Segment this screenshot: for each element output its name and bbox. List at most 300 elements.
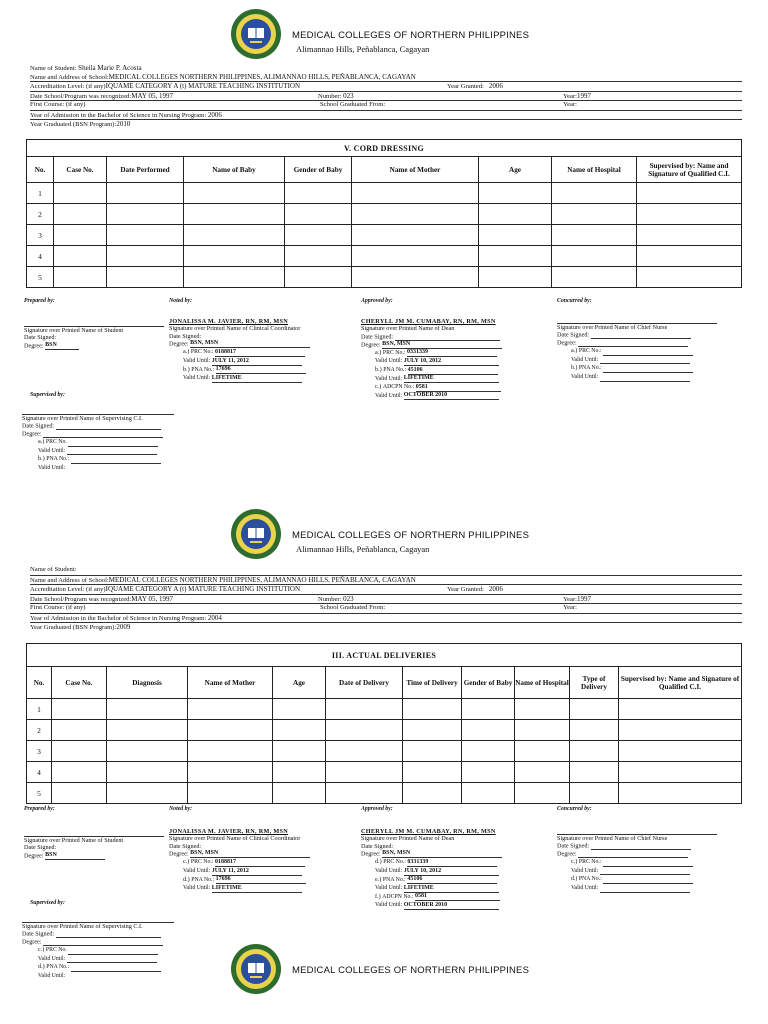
- cell[interactable]: [184, 204, 285, 225]
- noted-label: Noted by:: [169, 298, 193, 304]
- year-label: Year:: [563, 92, 577, 100]
- pna-label: PNA No.:: [46, 456, 70, 463]
- col-date-performed: Date Performed: [107, 157, 184, 183]
- degree-label: Degree:: [361, 850, 381, 858]
- table-caption: V. CORD DRESSING: [27, 140, 742, 157]
- cell[interactable]: [52, 741, 107, 762]
- year-grad-label: Year Graduated (BSN Program):: [30, 624, 117, 631]
- dean-pna-until[interactable]: LIFETIME: [404, 885, 499, 893]
- student-degree[interactable]: BSN: [45, 852, 105, 860]
- cell[interactable]: [619, 783, 742, 804]
- accr-label: Accreditation Level: (if any): [30, 586, 106, 593]
- prc-label: PRC No.:: [190, 859, 214, 866]
- cell[interactable]: [462, 741, 515, 762]
- cell[interactable]: [273, 762, 326, 783]
- school-name: MEDICAL COLLEGES OF NORTHERN PHILIPPINES: [292, 530, 530, 541]
- cell[interactable]: [326, 720, 403, 741]
- cell[interactable]: [285, 267, 352, 288]
- first-course-label: First Course: (if any): [30, 604, 86, 611]
- cell[interactable]: [570, 783, 619, 804]
- item-a: a.): [38, 438, 45, 446]
- year-granted-value[interactable]: 2006: [488, 585, 503, 593]
- cell[interactable]: [285, 246, 352, 267]
- cell[interactable]: [479, 267, 552, 288]
- valid-until-label: Valid Until:: [375, 375, 403, 382]
- cell[interactable]: [479, 246, 552, 267]
- cell[interactable]: [52, 720, 107, 741]
- prc-label: PRC No.:: [578, 859, 602, 866]
- ci-degree-line[interactable]: [43, 430, 163, 438]
- ci-pna-line[interactable]: [71, 456, 161, 464]
- actual-deliveries-table: [26, 643, 742, 804]
- cell[interactable]: [273, 783, 326, 804]
- approved-label: Approved by:: [361, 298, 393, 304]
- cell[interactable]: [107, 699, 188, 720]
- cell[interactable]: [352, 267, 479, 288]
- cell[interactable]: [107, 762, 188, 783]
- cell[interactable]: [403, 783, 462, 804]
- cell[interactable]: [515, 741, 570, 762]
- chief-date-line[interactable]: [591, 331, 691, 339]
- school-seal-icon: [230, 943, 282, 995]
- pna-label: PNA No.:: [191, 876, 215, 883]
- page-header-3: [230, 943, 590, 993]
- dean-name: CHERYLL JM M. CUMABAY, RN, RM, MSN: [361, 317, 496, 325]
- degree-label: Degree:: [169, 850, 189, 858]
- student-info-1: [30, 64, 742, 129]
- coord-degree[interactable]: BSN, MSN: [190, 850, 310, 858]
- cell[interactable]: [107, 783, 188, 804]
- col-name-of-hospital: Name of Hospital: [515, 667, 570, 699]
- chief-date-line[interactable]: [591, 842, 691, 850]
- chief-prc-until-line[interactable]: [600, 356, 690, 364]
- cell[interactable]: [619, 720, 742, 741]
- cell[interactable]: [188, 699, 273, 720]
- valid-until-label: Valid Until:: [38, 972, 66, 979]
- concurred-by-1: [557, 298, 717, 382]
- ci-date-line[interactable]: [56, 930, 161, 938]
- row-number: 3: [27, 741, 52, 762]
- cell[interactable]: [184, 246, 285, 267]
- ci-pna-line[interactable]: [71, 964, 161, 972]
- cell[interactable]: [552, 183, 637, 204]
- school-label: Name and Address of School:: [30, 576, 109, 584]
- supervised-label: Supervised by:: [30, 392, 65, 398]
- noted-by-2: [169, 806, 329, 893]
- cell[interactable]: [107, 183, 184, 204]
- adcpn-label: ADCPN No.:: [382, 384, 415, 391]
- cell[interactable]: [188, 720, 273, 741]
- student-info-2: [30, 566, 742, 632]
- year-granted-label: Year Granted:: [447, 83, 484, 90]
- prc-label: PRC No.: [45, 439, 67, 446]
- valid-until-label: Valid Until:: [38, 447, 66, 454]
- chief-caption: Signature over Printed Name of Chief Nurse: [557, 323, 717, 332]
- student-name[interactable]: Sheila Marie P. Acosta: [78, 64, 142, 72]
- date-signed-label: Date Signed:: [22, 422, 55, 430]
- year-grad-value[interactable]: 2009: [116, 623, 131, 631]
- cell[interactable]: [107, 246, 184, 267]
- coord-degree[interactable]: BSN, MSN: [190, 340, 310, 348]
- cell[interactable]: [107, 741, 188, 762]
- cell[interactable]: [184, 225, 285, 246]
- col-name-of-baby: Name of Baby: [184, 157, 285, 183]
- cell[interactable]: [285, 204, 352, 225]
- col-age: Age: [273, 667, 326, 699]
- cell[interactable]: [188, 741, 273, 762]
- dean-degree[interactable]: BSN, MSN: [382, 341, 502, 349]
- cell[interactable]: [462, 783, 515, 804]
- dean-adcpn[interactable]: 0581: [416, 384, 501, 392]
- ci-caption: Signature over Printed Name of Supervising C.I.: [22, 414, 174, 423]
- cell[interactable]: [52, 699, 107, 720]
- cell[interactable]: [107, 204, 184, 225]
- table-row: [27, 246, 742, 267]
- cell[interactable]: [403, 720, 462, 741]
- date-signed-label: Date Signed:: [22, 930, 55, 938]
- cell[interactable]: [552, 246, 637, 267]
- year-granted-value[interactable]: 2006: [488, 82, 503, 90]
- dean-pna[interactable]: 45106: [408, 367, 498, 375]
- supervised-by-1: [24, 392, 174, 473]
- school-value[interactable]: MEDICAL COLLEGES NORTHERN PHILIPPINES, ALIMANNAO HILLS, PEÑABLANCA, CAGAYAN: [108, 575, 416, 584]
- cell[interactable]: [515, 783, 570, 804]
- number-value[interactable]: 023: [343, 91, 354, 100]
- chief-caption: Signature over Printed Name of Chief Nurse: [557, 834, 717, 843]
- prc-label: PRC No.: [45, 947, 67, 954]
- prepared-by-2: [24, 806, 164, 860]
- row-number: 2: [27, 204, 54, 225]
- cell[interactable]: [462, 699, 515, 720]
- row-number: 5: [27, 267, 54, 288]
- ci-date-line[interactable]: [56, 422, 161, 430]
- dean-caption: Signature over Printed Name of Dean: [361, 835, 455, 843]
- degree-label: Degree:: [24, 852, 44, 860]
- col-name-of-mother: Name of Mother: [352, 157, 479, 183]
- col-no: No.: [27, 667, 52, 699]
- date-signed-label: Date Signed:: [24, 334, 57, 342]
- date-recog-label: Date School/Program was recognized:: [30, 595, 132, 603]
- cell[interactable]: [462, 762, 515, 783]
- item-d: d.): [375, 858, 382, 866]
- cell[interactable]: [352, 204, 479, 225]
- table-row: [27, 183, 742, 204]
- dean-degree[interactable]: BSN, MSN: [382, 850, 502, 858]
- year-adm-value[interactable]: 2006: [207, 110, 222, 119]
- item-d: d.): [183, 875, 190, 883]
- item-b: b.): [183, 365, 190, 373]
- chief-pna-line[interactable]: [603, 365, 693, 373]
- student-caption: Signature over Printed Name of Student: [24, 326, 164, 335]
- coord-pna-until[interactable]: LIFETIME: [212, 885, 302, 893]
- col-supervised-by: Supervised by: Name and Signature of Qualified C.I.: [637, 157, 742, 183]
- coord-prc-until[interactable]: JULY 11, 2012: [212, 358, 302, 366]
- item-e: e.): [375, 875, 382, 883]
- date-signed-label: Date Signed:: [361, 842, 394, 850]
- student-degree[interactable]: BSN: [45, 342, 79, 350]
- dean-prc[interactable]: 0331339: [407, 859, 497, 867]
- coord-pna-until[interactable]: LIFETIME: [212, 375, 302, 383]
- cell[interactable]: [515, 699, 570, 720]
- approved-by-1: [361, 298, 531, 400]
- cell[interactable]: [570, 762, 619, 783]
- dean-adcpn-until[interactable]: OCTOBER 2010: [404, 902, 499, 910]
- pna-label: PNA No.:: [191, 366, 215, 373]
- cord-dressing-table: [26, 139, 742, 288]
- year-adm-value[interactable]: 2004: [207, 613, 222, 622]
- item-d: d.): [571, 876, 578, 883]
- valid-until-label: Valid Until:: [375, 867, 403, 874]
- coord-caption: Signature over Printed Name of Clinical Coordinator: [169, 835, 301, 843]
- year-value[interactable]: 1997: [576, 594, 591, 603]
- concurred-label: Concurred by:: [557, 806, 592, 812]
- accr-value[interactable]: IQUAME CATEGORY A (t) MATURE TEACHING INSTITUTION: [105, 585, 301, 593]
- noted-label: Noted by:: [169, 806, 193, 812]
- date-recog-value[interactable]: MAY 05, 1997: [131, 91, 173, 100]
- approved-by-2: [361, 806, 531, 910]
- table-caption: III. ACTUAL DELIVERIES: [27, 644, 742, 667]
- dean-prc-until[interactable]: JULY 10, 2012: [404, 358, 499, 366]
- col-diagnosis: Diagnosis: [107, 667, 188, 699]
- accr-value[interactable]: IQUAME CATEGORY A (t) MATURE TEACHING INSTITUTION: [105, 82, 301, 90]
- cell[interactable]: [637, 246, 742, 267]
- cell[interactable]: [273, 699, 326, 720]
- dean-pna[interactable]: 45106: [407, 876, 497, 884]
- chief-degree-line[interactable]: [578, 850, 688, 858]
- valid-until-label: Valid Until:: [38, 955, 66, 962]
- cell[interactable]: [462, 720, 515, 741]
- table-row: [27, 720, 742, 741]
- chief-pna-line[interactable]: [603, 876, 693, 884]
- year2-label: Year:: [563, 604, 577, 611]
- item-a: a.): [183, 348, 190, 356]
- cell[interactable]: [637, 183, 742, 204]
- cell[interactable]: [479, 183, 552, 204]
- cell[interactable]: [403, 741, 462, 762]
- year-granted-label: Year Granted:: [447, 586, 484, 593]
- dean-prc[interactable]: 0331339: [407, 349, 497, 357]
- school-label: Name and Address of School:: [30, 73, 109, 81]
- school-seal-icon: [230, 508, 282, 560]
- accr-label: Accreditation Level: (if any): [30, 83, 106, 90]
- chief-pna-until-line[interactable]: [600, 374, 690, 382]
- ci-prc-line[interactable]: [68, 439, 158, 447]
- chief-pna-until-line[interactable]: [600, 885, 690, 893]
- cell[interactable]: [352, 183, 479, 204]
- ci-degree-line[interactable]: [43, 938, 163, 946]
- cell[interactable]: [326, 783, 403, 804]
- item-a: a.): [571, 347, 578, 355]
- dean-prc-until[interactable]: JULY 10, 2012: [404, 868, 499, 876]
- row-number: 5: [27, 783, 52, 804]
- prepared-by-1: [24, 298, 164, 350]
- cell[interactable]: [570, 720, 619, 741]
- student-caption: Signature over Printed Name of Student: [24, 836, 164, 845]
- cell[interactable]: [107, 225, 184, 246]
- number-value[interactable]: 023: [343, 594, 354, 603]
- cell[interactable]: [54, 267, 107, 288]
- degree-label: Degree:: [22, 430, 42, 438]
- cell[interactable]: [403, 699, 462, 720]
- coord-pna[interactable]: 17696: [216, 876, 306, 884]
- cell[interactable]: [515, 720, 570, 741]
- col-case-no: Case No.: [52, 667, 107, 699]
- cell[interactable]: [188, 762, 273, 783]
- ci-prc-until-line[interactable]: [67, 447, 157, 455]
- cell[interactable]: [52, 783, 107, 804]
- date-signed-label: Date Signed:: [169, 842, 202, 850]
- date-signed-label: Date Signed:: [24, 844, 57, 852]
- valid-until-label: Valid Until:: [571, 867, 599, 874]
- col-name-of-mother: Name of Mother: [188, 667, 273, 699]
- cell[interactable]: [552, 204, 637, 225]
- cell[interactable]: [403, 762, 462, 783]
- cell[interactable]: [273, 720, 326, 741]
- cell[interactable]: [619, 699, 742, 720]
- prc-label: PRC No.:: [190, 349, 214, 356]
- cell[interactable]: [326, 762, 403, 783]
- coord-caption: Signature over Printed Name of Clinical Coordinator: [169, 325, 301, 333]
- pna-label: PNA No.:: [382, 876, 406, 883]
- cell[interactable]: [637, 204, 742, 225]
- year-grad-label: Year Graduated (BSN Program):: [30, 121, 117, 128]
- cell[interactable]: [54, 225, 107, 246]
- coord-prc-until[interactable]: JULY 11, 2012: [212, 868, 302, 876]
- cell[interactable]: [570, 741, 619, 762]
- cell[interactable]: [552, 225, 637, 246]
- coord-name: JONALISSA M. JAVIER, RN, RM, MSN: [169, 317, 288, 325]
- school-address: Alimannao Hills, Peñablanca, Cagayan: [296, 44, 430, 54]
- student-label: Name of Student:: [30, 566, 77, 573]
- chief-prc-line[interactable]: [603, 859, 693, 867]
- cell[interactable]: [54, 183, 107, 204]
- school-address: Alimannao Hills, Peñablanca, Cagayan: [296, 544, 430, 554]
- dean-pna-until[interactable]: LIFETIME: [404, 375, 499, 383]
- cell[interactable]: [619, 741, 742, 762]
- cell[interactable]: [479, 204, 552, 225]
- valid-until-label: Valid Until:: [183, 885, 211, 892]
- cell[interactable]: [515, 762, 570, 783]
- pna-label: PNA No.:: [578, 876, 602, 883]
- degree-label: Degree:: [169, 340, 189, 348]
- cell[interactable]: [479, 225, 552, 246]
- cell[interactable]: [326, 741, 403, 762]
- cell[interactable]: [107, 267, 184, 288]
- cell[interactable]: [285, 183, 352, 204]
- cell[interactable]: [184, 267, 285, 288]
- prc-label: PRC No.:: [383, 859, 406, 866]
- coord-prc[interactable]: 0188817: [215, 349, 305, 357]
- cell[interactable]: [619, 762, 742, 783]
- chief-prc-until-line[interactable]: [600, 867, 690, 875]
- table-row: [27, 225, 742, 246]
- cell[interactable]: [107, 720, 188, 741]
- cell[interactable]: [285, 225, 352, 246]
- dean-date-line[interactable]: [395, 333, 500, 341]
- year-value[interactable]: 1997: [576, 91, 591, 100]
- col-supervised-by: Supervised by: Name and Signature of Qualified C.I.: [619, 667, 742, 699]
- table-row: [27, 699, 742, 720]
- student-label: Name of Student:: [30, 65, 77, 72]
- pna-label: PNA No.:: [578, 365, 602, 372]
- cell[interactable]: [54, 246, 107, 267]
- cell[interactable]: [570, 699, 619, 720]
- coord-prc[interactable]: 0188817: [215, 859, 305, 867]
- coord-name: JONALISSA M. JAVIER, RN, RM, MSN: [169, 827, 288, 835]
- cell[interactable]: [352, 225, 479, 246]
- valid-until-label: Valid Until:: [375, 358, 403, 365]
- table-row: [27, 762, 742, 783]
- item-c: c.): [571, 858, 578, 866]
- ci-caption: Signature over Printed Name of Supervising C.I.: [22, 922, 174, 931]
- row-number: 1: [27, 183, 54, 204]
- coord-pna[interactable]: 17696: [216, 366, 306, 374]
- cell[interactable]: [326, 699, 403, 720]
- ci-prc-until-line[interactable]: [67, 955, 157, 963]
- year-grad-value[interactable]: 2010: [116, 120, 131, 128]
- year-adm-label: Year of Admission in the Bachelor of Science in Nursing Program:: [30, 614, 207, 622]
- school-name: MEDICAL COLLEGES OF NORTHERN PHILIPPINES: [292, 30, 530, 41]
- approved-label: Approved by:: [361, 806, 393, 812]
- school-grad-label: School Graduated From:: [320, 604, 386, 611]
- dean-caption: Signature over Printed Name of Dean: [361, 325, 455, 333]
- item-c: c.): [183, 858, 190, 866]
- cell[interactable]: [352, 246, 479, 267]
- date-signed-label: Date Signed:: [169, 332, 202, 340]
- dean-adcpn[interactable]: 0581: [415, 893, 500, 901]
- cell[interactable]: [637, 267, 742, 288]
- cell[interactable]: [184, 183, 285, 204]
- degree-label: Degree:: [24, 342, 44, 350]
- cell[interactable]: [54, 204, 107, 225]
- prepared-label: Prepared by:: [24, 298, 55, 304]
- cell[interactable]: [552, 267, 637, 288]
- concurred-label: Concurred by:: [557, 298, 592, 304]
- valid-until-label: Valid Until:: [375, 902, 403, 909]
- concurred-by-2: [557, 806, 717, 893]
- prc-label: PRC No.:: [382, 349, 406, 356]
- table-row: [27, 783, 742, 804]
- school-value[interactable]: MEDICAL COLLEGES NORTHERN PHILIPPINES, ALIMANNAO HILLS, PEÑABLANCA, CAGAYAN: [108, 72, 416, 81]
- cell[interactable]: [52, 762, 107, 783]
- row-number: 1: [27, 699, 52, 720]
- dean-adcpn-until[interactable]: OCTOBER 2010: [404, 392, 499, 400]
- chief-degree-line[interactable]: [578, 339, 688, 347]
- date-recog-value[interactable]: MAY 05, 1997: [131, 594, 173, 603]
- col-name-of-hospital: Name of Hospital: [552, 157, 637, 183]
- valid-until-label: Valid Until:: [375, 885, 403, 892]
- valid-until-label: Valid Until:: [571, 373, 599, 380]
- ci-prc-line[interactable]: [68, 947, 158, 955]
- school-seal-icon: [230, 8, 282, 60]
- adcpn-label: ADCPN No.:: [382, 893, 414, 900]
- supervised-label: Supervised by:: [30, 900, 65, 906]
- cell[interactable]: [637, 225, 742, 246]
- row-number: 4: [27, 762, 52, 783]
- noted-by-1: [169, 298, 329, 383]
- pna-label: PNA No.:: [383, 366, 407, 373]
- cell[interactable]: [273, 741, 326, 762]
- date-signed-label: Date Signed:: [557, 331, 590, 339]
- chief-prc-line[interactable]: [603, 348, 693, 356]
- number-label: Number:: [318, 595, 342, 603]
- first-course-label: First Course: (if any): [30, 101, 86, 108]
- valid-until-label: Valid Until:: [375, 392, 403, 399]
- valid-until-label: Valid Until:: [571, 356, 599, 363]
- cell[interactable]: [188, 783, 273, 804]
- col-date-of-delivery: Date of Delivery: [326, 667, 403, 699]
- valid-until-label: Valid Until:: [38, 464, 66, 471]
